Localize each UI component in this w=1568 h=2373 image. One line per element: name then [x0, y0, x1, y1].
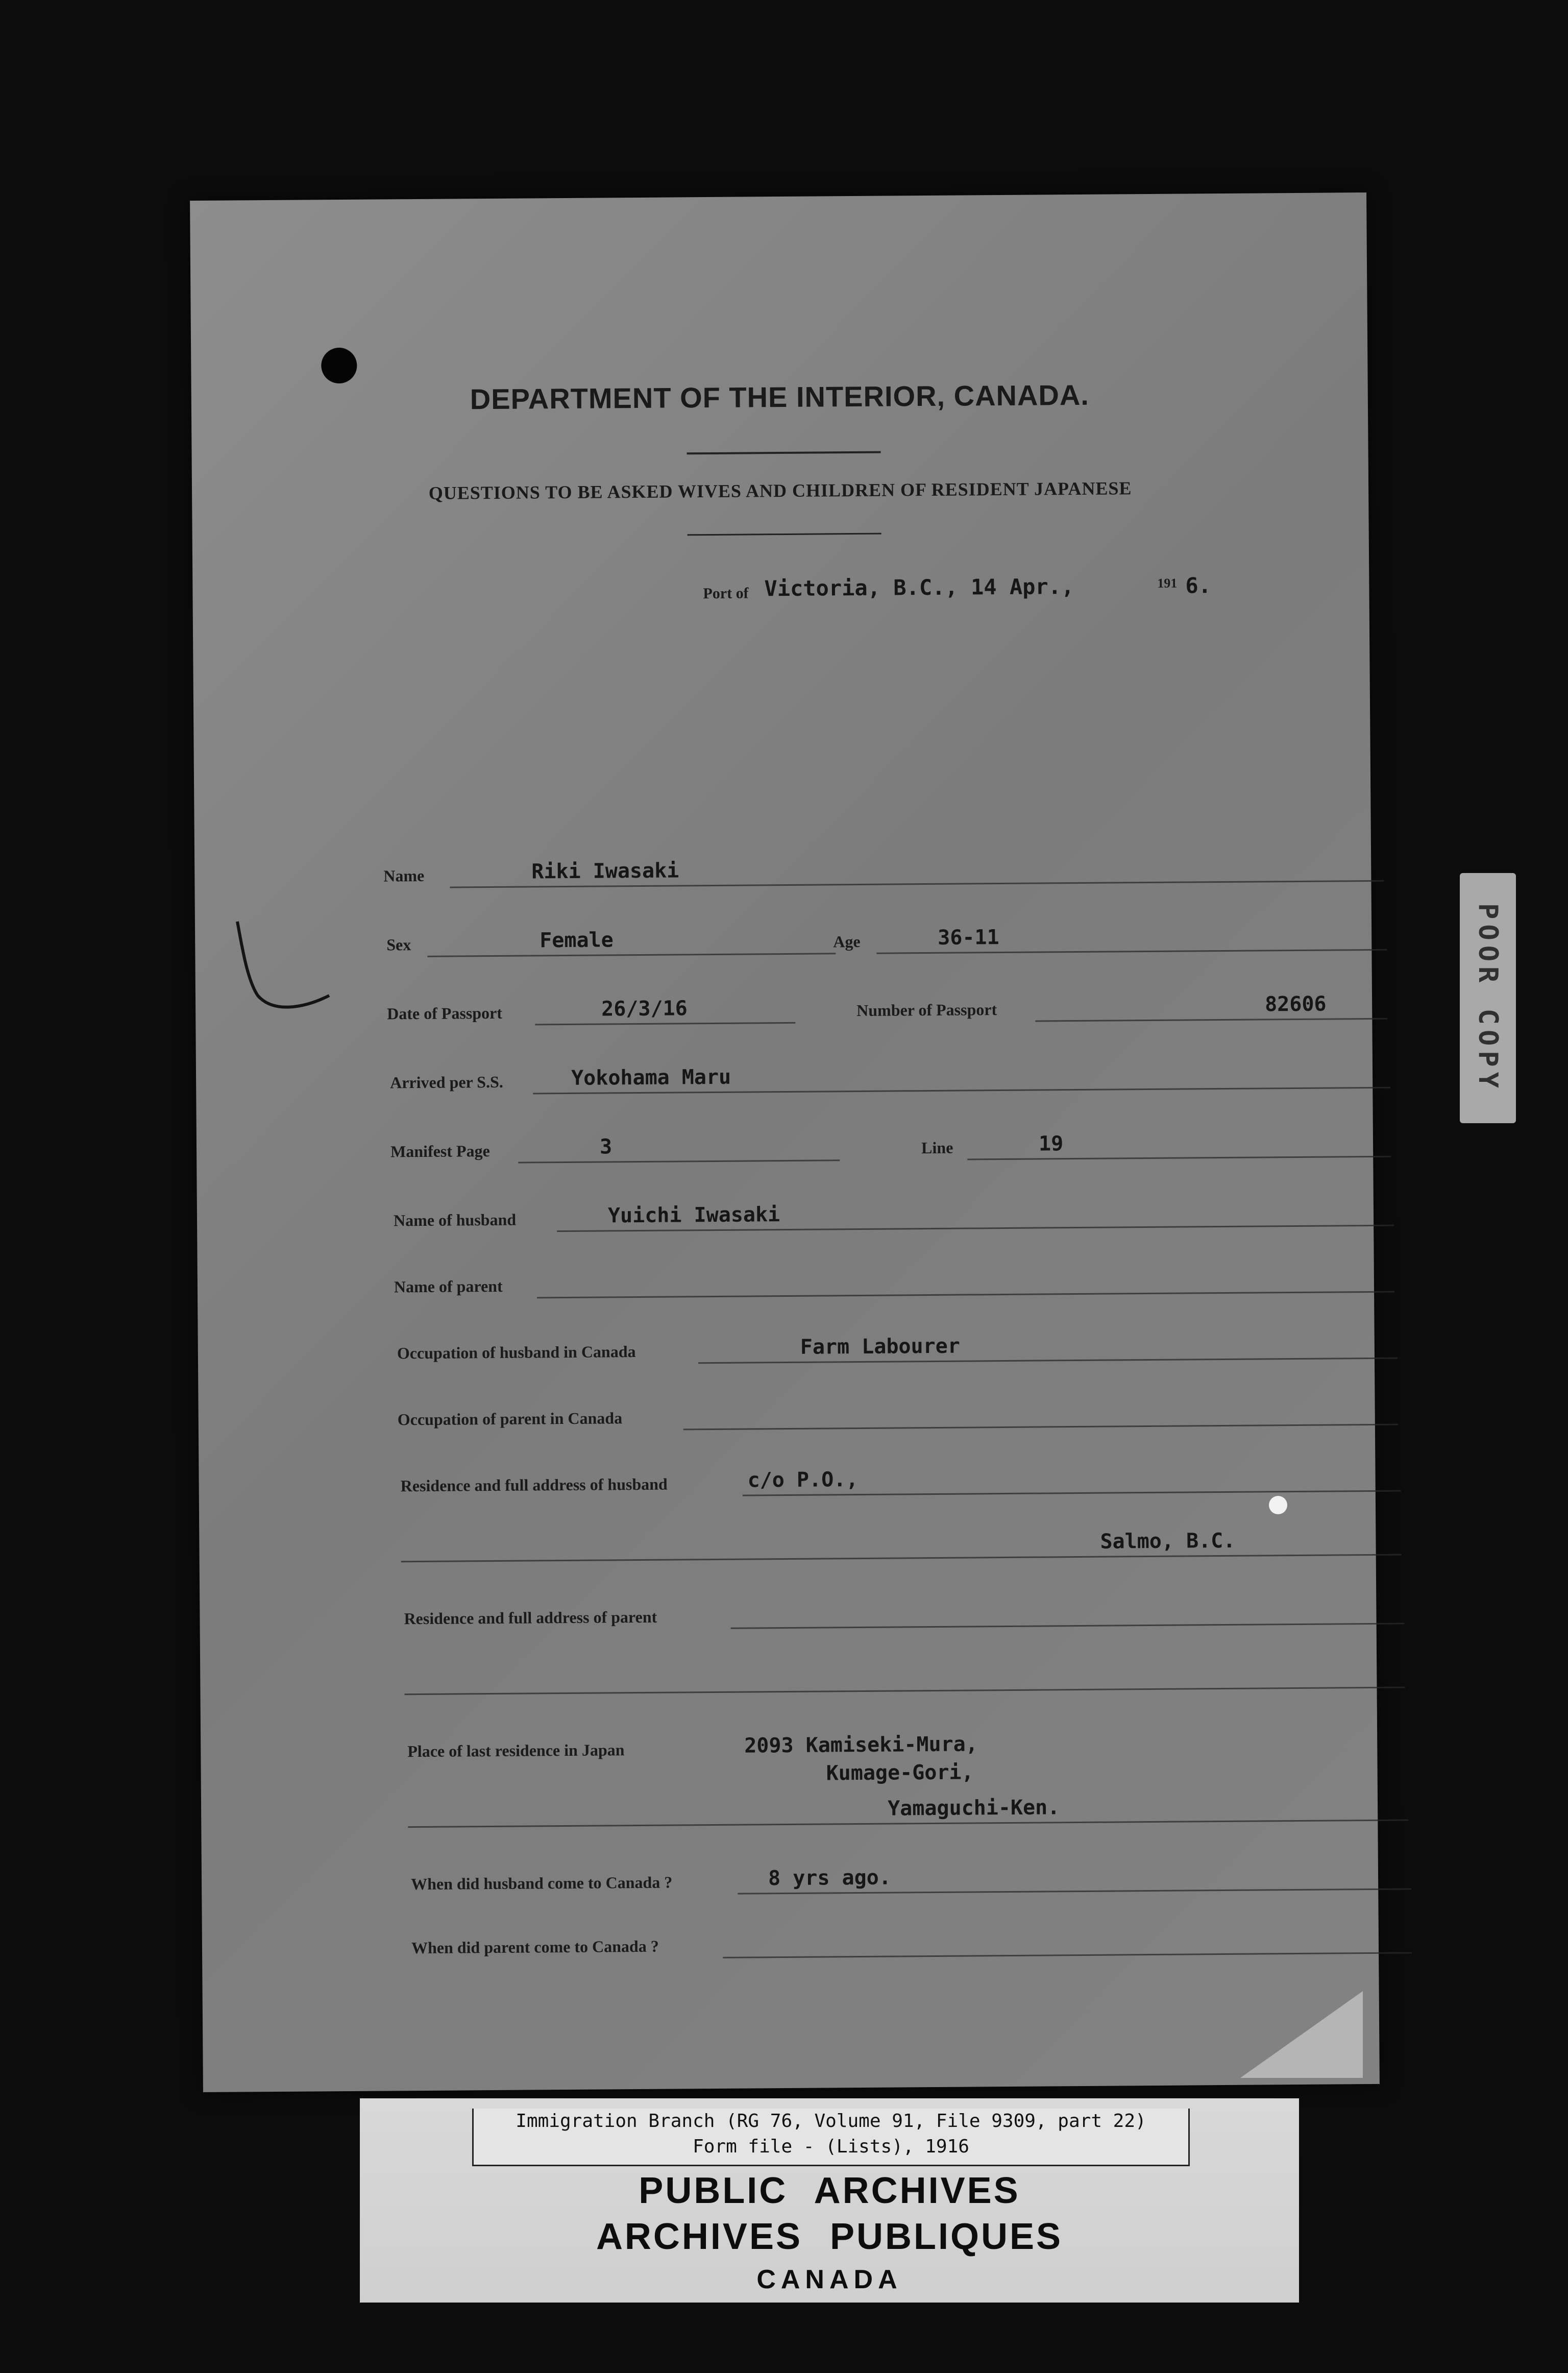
field-occupation-parent: [397, 1385, 1398, 1433]
archives-publiques-text: ARCHIVES PUBLIQUES: [596, 2216, 1063, 2257]
last-residence-value-3[interactable]: Yamaguchi-Ken.: [887, 1796, 1060, 1821]
form-title: DEPARTMENT OF THE INTERIOR, CANADA.: [470, 378, 1090, 416]
date-of-passport-label: Date of Passport: [387, 1003, 503, 1023]
husband-came-value[interactable]: 8 yrs ago.: [768, 1866, 892, 1891]
last-residence-value-2[interactable]: Kumage-Gori,: [826, 1760, 974, 1785]
field-occupation-husband: [397, 1318, 1398, 1366]
residence-parent-line: [731, 1623, 1405, 1629]
field-passport: [387, 979, 1388, 1027]
field-name: [383, 841, 1384, 889]
line-label: Line: [921, 1138, 953, 1157]
field-residence-husband-2: [401, 1515, 1402, 1563]
residence-husband-value-2[interactable]: Salmo, B.C.: [1100, 1529, 1236, 1554]
residence-parent-line-2: [405, 1687, 1405, 1696]
residence-husband-label: Residence and full address of husband: [400, 1474, 668, 1495]
sex-value[interactable]: Female: [540, 928, 614, 953]
manifest-page-value[interactable]: 3: [599, 1135, 612, 1159]
residence-husband-value[interactable]: c/o P.O.,: [747, 1468, 859, 1492]
sex-label: Sex: [386, 935, 411, 954]
name-of-parent-line: [537, 1291, 1394, 1299]
manifest-page-line: [518, 1159, 840, 1163]
name-value[interactable]: Riki Iwasaki: [531, 859, 679, 884]
subtitle-underline: [688, 533, 881, 536]
field-arrived-per: [390, 1048, 1391, 1096]
field-residence-parent: [404, 1584, 1405, 1632]
light-spot: [1269, 1496, 1287, 1514]
sex-line: [427, 953, 836, 957]
folded-corner: [1240, 1991, 1363, 2078]
file-reference-card: [472, 2109, 1190, 2166]
date-of-passport-line: [535, 1022, 795, 1026]
arrived-per-value[interactable]: Yokohama Maru: [571, 1065, 731, 1090]
number-of-passport-line: [1035, 1018, 1387, 1022]
age-value[interactable]: 36-11: [938, 926, 999, 950]
last-residence-line-3: [408, 1820, 1408, 1828]
canada-text: CANADA: [756, 2265, 902, 2294]
field-name-of-husband: [394, 1185, 1394, 1233]
parent-came-label: When did parent come to Canada ?: [411, 1936, 659, 1957]
port-label: Port of: [703, 585, 749, 602]
residence-husband-line-2: [401, 1554, 1402, 1563]
port-value: Victoria, B.C., 14 Apr.,: [764, 574, 1074, 601]
occupation-husband-value[interactable]: Farm Labourer: [800, 1334, 961, 1359]
pencil-mark-icon: [227, 919, 339, 1021]
number-of-passport-label: Number of Passport: [856, 1000, 997, 1020]
field-parent-came: [411, 1912, 1412, 1960]
number-of-passport-value[interactable]: 82606: [1264, 992, 1327, 1016]
age-line: [876, 949, 1387, 954]
name-label: Name: [383, 866, 425, 885]
year-prefix: 191: [1157, 575, 1178, 591]
field-sex-age: [386, 910, 1387, 958]
arrived-per-label: Arrived per S.S.: [390, 1072, 503, 1092]
residence-parent-label: Residence and full address of parent: [404, 1607, 657, 1628]
name-of-parent-label: Name of parent: [394, 1276, 503, 1296]
occupation-parent-line: [683, 1424, 1398, 1431]
poor-copy-stamp: [1460, 873, 1516, 1123]
last-residence-value[interactable]: 2093 Kamiseki-Mura,: [744, 1732, 978, 1758]
file-reference-line2: Form file - (Lists), 1916: [693, 2136, 969, 2157]
name-of-husband-value[interactable]: Yuichi Iwasaki: [607, 1203, 780, 1228]
occupation-husband-label: Occupation of husband in Canada: [397, 1342, 636, 1363]
field-residence-husband: [400, 1451, 1401, 1499]
manifest-page-label: Manifest Page: [390, 1142, 490, 1161]
file-reference-line1: Immigration Branch (RG 76, Volume 91, File 9309, part 22): [516, 2111, 1146, 2132]
archive-label: [360, 2098, 1299, 2303]
form-paper: [190, 192, 1380, 2092]
field-husband-came: [411, 1849, 1412, 1897]
line-value[interactable]: 19: [1038, 1132, 1064, 1156]
punch-hole: [321, 348, 357, 383]
port-row: [703, 560, 1341, 606]
date-of-passport-value[interactable]: 26/3/16: [601, 997, 688, 1021]
form-subtitle: QUESTIONS TO BE ASKED WIVES AND CHILDREN OF RESIDENT JAPANESE: [428, 478, 1132, 503]
field-last-residence-3: [408, 1780, 1409, 1828]
public-archives-text: PUBLIC ARCHIVES: [639, 2170, 1020, 2211]
husband-came-label: When did husband come to Canada ?: [410, 1873, 673, 1894]
title-underline: [687, 451, 881, 455]
age-label: Age: [833, 932, 861, 951]
parent-came-line: [723, 1952, 1412, 1958]
name-of-husband-label: Name of husband: [393, 1210, 517, 1230]
field-manifest: [390, 1117, 1391, 1165]
field-residence-parent-2: [404, 1648, 1405, 1696]
occupation-parent-label: Occupation of parent in Canada: [397, 1409, 623, 1429]
last-residence-label: Place of last residence in Japan: [407, 1740, 625, 1761]
line-line: [967, 1156, 1391, 1160]
field-name-of-parent: [394, 1252, 1395, 1300]
year-suffix: 6.: [1185, 573, 1212, 598]
poor-copy-text: POOR COPY: [1473, 903, 1503, 1093]
